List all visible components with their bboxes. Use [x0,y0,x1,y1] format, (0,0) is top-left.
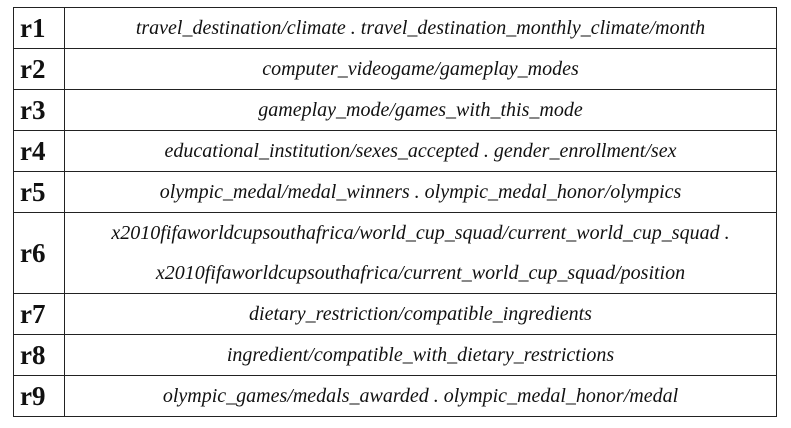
row-id: r9 [14,376,65,417]
relation-line: olympic_medal/medal_winners . olympic_medal_honor/olympics [159,181,682,203]
relation-line: educational_institution/sexes_accepted . gender_enrollment/sex [164,140,677,162]
relation-path [65,213,777,294]
row-id: r2 [14,49,65,90]
table-row [14,376,777,417]
row-id: r4 [14,131,65,172]
row-id: r3 [14,90,65,131]
relation-line: gameplay_mode/games_with_this_mode [258,99,583,121]
row-id: r7 [14,294,65,335]
relation-path [65,376,777,417]
relation-line: ingredient/compatible_with_dietary_restrictions [226,344,615,366]
relation-path [65,49,777,90]
table-row [14,294,777,335]
row-id: r8 [14,335,65,376]
table-row [14,213,777,294]
relation-line: dietary_restriction/compatible_ingredients [249,303,592,325]
relation-line: x2010fifaworldcupsouthafrica/current_world_cup_squad/position [155,262,686,284]
relation-table [13,7,777,417]
table-row [14,90,777,131]
relation-path [65,131,777,172]
relation-path [65,294,777,335]
relation-line: olympic_games/medals_awarded . olympic_medal_honor/medal [162,385,679,407]
table-row [14,172,777,213]
relation-path [65,172,777,213]
relation-path [65,335,777,376]
row-id: r6 [14,213,65,294]
table-row [14,335,777,376]
relation-line: computer_videogame/gameplay_modes [262,58,579,80]
relation-path [65,90,777,131]
table-row [14,131,777,172]
row-id: r5 [14,172,65,213]
table-row [14,49,777,90]
relation-line: x2010fifaworldcupsouthafrica/world_cup_squad/current_world_cup_squad . [111,222,730,244]
relation-path [65,8,777,49]
row-id: r1 [14,8,65,49]
relation-line: travel_destination/climate . travel_destination_monthly_climate/month [135,17,706,39]
table-row [14,8,777,49]
